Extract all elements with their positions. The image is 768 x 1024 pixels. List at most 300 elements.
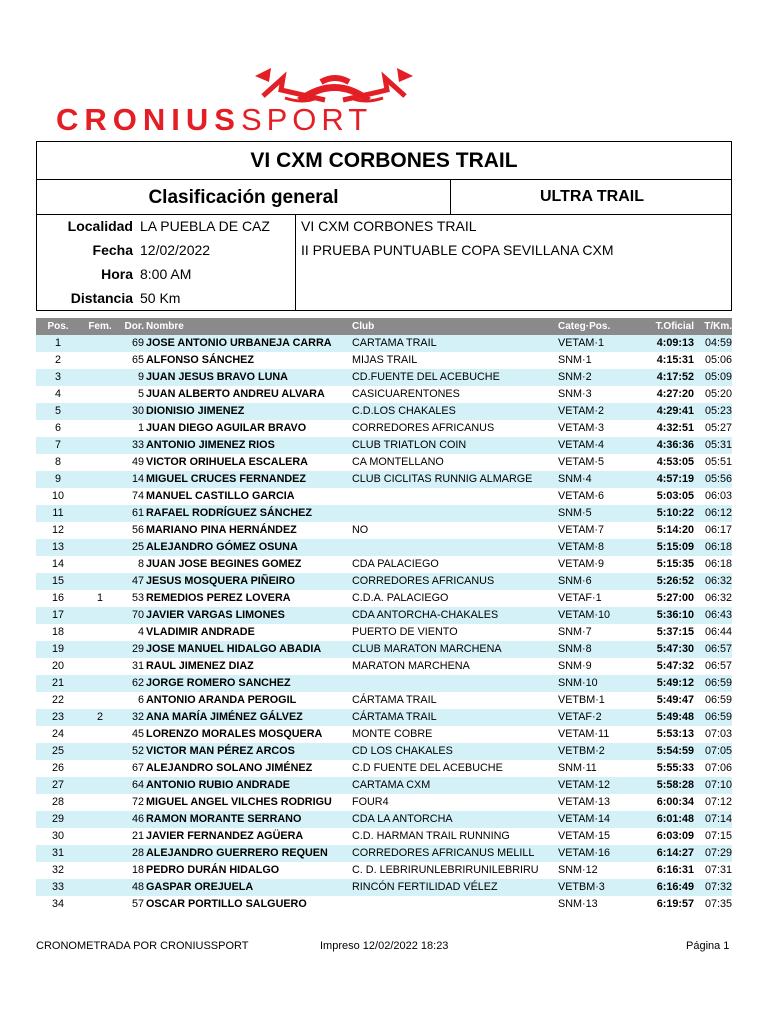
cell-tkm: 06:43 [704,609,732,621]
table-row [36,590,732,607]
cell-toficial: 5:58:28 [656,779,694,791]
table-row [36,743,732,760]
col-nombre: Nombre [146,321,184,332]
cell-tkm: 04:59 [704,337,732,349]
cell-tkm: 07:12 [704,796,732,808]
cell-dor: 31 [131,660,144,672]
cell-club: CORREDORES AFRICANUS MELILL [352,847,535,859]
cell-club: C.D.LOS CHAKALES [352,405,456,417]
cell-dor: 67 [131,762,144,774]
cell-categ: VETAM·9 [558,558,604,570]
info-value-fecha: 12/02/2022 [140,242,211,258]
cell-club: CD.FUENTE DEL ACEBUCHE [352,371,500,383]
table-row [36,828,732,845]
cell-tkm: 06:17 [704,524,732,536]
cell-nombre: LORENZO MORALES MOSQUERA [146,728,323,740]
cell-dor: 69 [131,337,144,349]
cell-dor: 32 [131,711,144,723]
cell-dor: 6 [137,694,144,706]
cell-toficial: 5:27:00 [656,592,694,604]
cell-tkm: 06:18 [704,558,732,570]
cell-categ: VETAM·10 [558,609,610,621]
table-row [36,573,732,590]
cell-categ: SNM·11 [558,762,597,774]
cell-categ: SNM·7 [558,626,592,638]
cell-toficial: 5:49:48 [656,711,694,723]
cell-pos: 29 [51,813,64,825]
cell-tkm: 07:14 [704,813,732,825]
cell-tkm: 05:20 [704,388,732,400]
cell-toficial: 4:32:51 [656,422,694,434]
cell-toficial: 5:47:30 [656,643,694,655]
cell-toficial: 4:15:31 [656,354,694,366]
cell-nombre: GASPAR OREJUELA [146,881,254,893]
event-info [37,214,296,310]
cell-dor: 57 [131,898,144,910]
cell-nombre: VLADIMIR ANDRADE [146,626,255,638]
cell-nombre: JUAN ALBERTO ANDREU ALVARA [146,388,325,400]
cell-club: CARTAMA TRAIL [352,337,437,349]
cell-categ: VETAF·2 [558,711,602,723]
table-row [36,403,732,420]
cell-categ: SNM·12 [558,864,598,876]
cell-dor: 30 [131,405,144,417]
cell-club: CLUB MARATON MARCHENA [352,643,502,655]
cell-nombre: ALEJANDRO GÓMEZ OSUNA [146,541,298,553]
cell-club: PUERTO DE VIENTO [352,626,458,638]
table-row [36,692,732,709]
cell-pos: 8 [54,456,61,468]
cell-toficial: 5:15:35 [656,558,694,570]
cell-tkm: 07:15 [704,830,732,842]
cell-nombre: MIGUEL CRUCES FERNANDEZ [146,473,306,485]
cell-nombre: JOSE MANUEL HIDALGO ABADIA [146,643,322,655]
cell-categ: VETAM·2 [558,405,604,417]
cell-toficial: 4:53:05 [656,456,694,468]
cell-pos: 10 [51,490,64,502]
cell-pos: 17 [51,609,64,621]
cell-nombre: ANTONIO ARANDA PEROGIL [146,694,297,706]
cell-pos: 7 [54,439,61,451]
table-row [36,845,732,862]
table-row [36,794,732,811]
cell-toficial: 5:37:15 [656,626,694,638]
cell-toficial: 4:09:13 [656,337,694,349]
cell-nombre: RAFAEL RODRÍGUEZ SÁNCHEZ [146,507,312,519]
table-row [36,896,732,913]
category-title: ULTRA TRAIL [540,188,644,205]
cell-categ: VETAM·12 [558,779,610,791]
cell-pos: 28 [51,796,64,808]
cell-nombre: JOSE ANTONIO URBANEJA CARRA [146,337,332,349]
cell-dor: 61 [131,507,144,519]
cell-club: RINCÓN FERTILIDAD VÉLEZ [352,881,498,893]
col-tkm: T/Km. [704,321,732,332]
cell-categ: VETAM·8 [558,541,604,553]
cell-tkm: 05:09 [704,371,732,383]
cell-toficial: 6:00:34 [656,796,694,808]
cell-toficial: 5:47:32 [656,660,694,672]
cell-categ: VETAM·4 [558,439,604,451]
cell-nombre: ALEJANDRO SOLANO JIMÉNEZ [146,762,313,774]
cell-categ: VETAM·14 [558,813,610,825]
cell-nombre: JUAN JESUS BRAVO LUNA [146,371,288,383]
cell-tkm: 06:59 [704,677,732,689]
cell-tkm: 06:32 [704,592,732,604]
cell-club: C.D FUENTE DEL ACEBUCHE [352,762,503,774]
event-line: VI CXM CORBONES TRAIL [301,218,477,234]
cell-pos: 2 [54,354,61,366]
table-header [36,318,732,335]
cell-club: CDA LA ANTORCHA [352,813,453,825]
cell-categ: SNM·3 [558,388,592,400]
cell-categ: VETAM·5 [558,456,604,468]
table-row [36,471,732,488]
table-row [36,658,732,675]
cell-categ: VETBM·3 [558,881,605,893]
cell-nombre: VICTOR ORIHUELA ESCALERA [146,456,308,468]
cell-club: C.D.A. PALACIEGO [352,592,449,604]
col-dor: Dor. [124,321,144,332]
cell-fem: 2 [96,711,103,723]
cell-club: CA MONTELLANO [352,456,444,468]
cell-pos: 23 [51,711,64,723]
cell-categ: VETBM·1 [558,694,605,706]
cell-categ: VETAF·1 [558,592,602,604]
cell-dor: 1 [137,422,144,434]
info-value-distancia: 50 Km [140,290,181,306]
table-row [36,862,732,879]
cell-categ: SNM·4 [558,473,592,485]
cell-tkm: 06:03 [704,490,732,502]
cell-nombre: JORGE ROMERO SANCHEZ [146,677,291,689]
cell-nombre: DIONISIO JIMENEZ [146,405,245,417]
cell-dor: 65 [131,354,144,366]
cell-toficial: 5:49:12 [656,677,694,689]
table-row [36,369,732,386]
cell-pos: 19 [51,643,64,655]
table-row [36,505,732,522]
cell-pos: 12 [51,524,64,536]
cell-nombre: REMEDIOS PEREZ LOVERA [146,592,291,604]
cell-pos: 27 [51,779,64,791]
cell-tkm: 06:57 [704,643,732,655]
cell-dor: 29 [131,643,144,655]
cell-categ: SNM·2 [558,371,592,383]
event-title: VI CXM CORBONES TRAIL [37,142,731,180]
cell-pos: 16 [51,592,64,604]
table-row [36,437,732,454]
cell-toficial: 5:49:47 [656,694,694,706]
cell-club: MARATON MARCHENA [352,660,470,672]
cell-toficial: 6:03:09 [656,830,694,842]
cell-categ: VETBM·2 [558,745,605,757]
cell-club: CLUB TRIATLON COIN [352,439,467,451]
cell-pos: 34 [51,898,64,910]
cell-nombre: PEDRO DURÁN HIDALGO [146,864,280,876]
cell-tkm: 07:32 [704,881,732,893]
cell-categ: SNM·6 [558,575,592,587]
cell-tkm: 06:18 [704,541,732,553]
table-row [36,777,732,794]
cell-toficial: 6:01:48 [656,813,694,825]
info-label-localidad: Localidad [67,218,133,234]
col-toficial: T.Oficial [655,321,694,332]
col-fem: Fem. [88,321,112,332]
table-row [36,454,732,471]
table-row [36,522,732,539]
cell-dor: 8 [137,558,144,570]
cell-nombre: ALFONSO SÁNCHEZ [146,354,254,366]
cell-tkm: 06:12 [704,507,732,519]
cell-categ: VETAM·7 [558,524,604,536]
cell-tkm: 07:31 [704,864,732,876]
cell-club: FOUR4 [352,796,389,808]
cell-pos: 32 [51,864,64,876]
cell-nombre: JUAN DIEGO AGUILAR BRAVO [146,422,307,434]
cell-dor: 14 [131,473,144,485]
cell-nombre: VICTOR MAN PÉREZ ARCOS [146,745,295,757]
cell-tkm: 05:06 [704,354,732,366]
cell-categ: SNM·10 [558,677,598,689]
footer-printed: Impreso 12/02/2022 18:23 [320,940,449,952]
cell-tkm: 05:27 [704,422,732,434]
cell-dor: 72 [131,796,144,808]
cell-nombre: ANTONIO JIMENEZ RIOS [146,439,275,451]
cell-dor: 74 [131,490,144,502]
col-pos: Pos. [47,321,69,332]
cell-nombre: JAVIER VARGAS LIMONES [146,609,285,621]
cell-dor: 49 [131,456,144,468]
cell-toficial: 6:14:27 [656,847,694,859]
cell-tkm: 05:56 [704,473,732,485]
cell-tkm: 06:57 [704,660,732,672]
cell-toficial: 5:15:09 [656,541,694,553]
cell-pos: 3 [54,371,61,383]
cell-dor: 4 [137,626,144,638]
cell-pos: 21 [51,677,64,689]
cell-club: CDA PALACIEGO [352,558,439,570]
table-row [36,607,732,624]
cell-dor: 45 [131,728,144,740]
cell-dor: 21 [131,830,144,842]
cell-pos: 4 [54,388,61,400]
cell-nombre: ANTONIO RUBIO ANDRADE [146,779,290,791]
event-line: II PRUEBA PUNTUABLE COPA SEVILLANA CXM [301,242,614,258]
cell-nombre: RAMON MORANTE SERRANO [146,813,302,825]
cell-fem: 1 [96,592,103,604]
info-value-hora: 8:00 AM [140,266,192,282]
table-row [36,539,732,556]
cell-dor: 33 [131,439,144,451]
results-header [36,141,732,311]
cell-categ: VETAM·11 [558,728,610,740]
cell-pos: 18 [51,626,64,638]
cell-dor: 48 [131,881,144,893]
table-row [36,352,732,369]
cell-dor: 64 [131,779,144,791]
cell-tkm: 07:29 [704,847,732,859]
cell-toficial: 4:17:52 [656,371,694,383]
footer-timing: CRONOMETRADA POR CRONIUSSPORT [36,940,249,952]
cell-nombre: RAUL JIMENEZ DIAZ [146,660,254,672]
cell-pos: 30 [51,830,64,842]
cell-toficial: 5:36:10 [656,609,694,621]
table-row [36,675,732,692]
table-row [36,488,732,505]
cell-club: CORREDORES AFRICANUS [352,575,495,587]
cell-pos: 1 [54,337,61,349]
cell-club: MIJAS TRAIL [352,354,418,366]
cell-dor: 56 [131,524,144,536]
cell-tkm: 05:51 [704,456,732,468]
cell-pos: 15 [51,575,64,587]
cell-tkm: 06:59 [704,711,732,723]
cell-pos: 26 [51,762,64,774]
cell-toficial: 6:19:57 [656,898,694,910]
info-label-hora: Hora [101,266,133,282]
cell-club: CARTAMA CXM [352,779,431,791]
cell-club: C. D. LEBRIRUNLEBRIRUNILEBRIRU [352,864,539,876]
croniussport-logo [35,68,733,142]
cell-tkm: 06:59 [704,694,732,706]
cell-dor: 53 [131,592,144,604]
cell-categ: VETAM·15 [558,830,610,842]
cell-pos: 14 [51,558,64,570]
cell-pos: 33 [51,881,64,893]
cell-pos: 20 [51,660,64,672]
cell-pos: 22 [51,694,64,706]
cell-tkm: 05:31 [704,439,732,451]
cell-dor: 47 [131,575,144,587]
classification-title: Clasificación general [37,179,451,214]
cell-categ: VETAM·16 [558,847,610,859]
cell-categ: SNM·9 [558,660,592,672]
cell-toficial: 4:27:20 [656,388,694,400]
cell-toficial: 4:29:41 [656,405,694,417]
table-row [36,335,732,352]
col-club: Club [352,321,375,332]
cell-nombre: JESUS MOSQUERA PIÑEIRO [146,575,295,587]
table-row [36,556,732,573]
info-label-fecha: Fecha [92,242,133,258]
cell-club: CÁRTAMA TRAIL [352,711,437,723]
cell-dor: 70 [131,609,144,621]
cell-pos: 13 [51,541,64,553]
table-row [36,420,732,437]
cell-pos: 5 [54,405,61,417]
cell-categ: SNM·8 [558,643,592,655]
cell-toficial: 5:53:13 [656,728,694,740]
cell-club: CORREDORES AFRICANUS [352,422,495,434]
cell-dor: 28 [131,847,144,859]
cell-dor: 18 [131,864,144,876]
cell-toficial: 5:03:05 [656,490,694,502]
cell-nombre: MIGUEL ANGEL VILCHES RODRIGU [146,796,332,808]
table-row [36,811,732,828]
cell-dor: 5 [137,388,144,400]
cell-toficial: 4:36:36 [656,439,694,451]
cell-club: CLUB CICLITAS RUNNIG ALMARGE [352,473,533,485]
cell-tkm: 07:06 [704,762,732,774]
cell-dor: 25 [131,541,144,553]
cell-dor: 46 [131,813,144,825]
cell-nombre: OSCAR PORTILLO SALGUERO [146,898,307,910]
cell-categ: SNM·5 [558,507,592,519]
table-row [36,760,732,777]
cell-toficial: 5:10:22 [656,507,694,519]
cell-tkm: 07:10 [704,779,732,791]
cell-toficial: 4:57:19 [656,473,694,485]
cell-nombre: MARIANO PINA HERNÁNDEZ [146,524,297,536]
cell-categ: SNM·13 [558,898,598,910]
cell-dor: 52 [131,745,144,757]
cell-pos: 31 [51,847,64,859]
footer-page: Página 1 [686,940,730,952]
cell-club: NO [352,524,369,536]
table-row [36,879,732,896]
cell-tkm: 06:32 [704,575,732,587]
info-value-localidad: LA PUEBLA DE CAZ [140,218,270,234]
cell-categ: SNM·1 [558,354,592,366]
cell-club: C.D. HARMAN TRAIL RUNNING [352,830,510,842]
cell-tkm: 07:05 [704,745,732,757]
cell-pos: 24 [51,728,64,740]
table-row [36,641,732,658]
cell-pos: 6 [54,422,61,434]
logo-wordmark-bold: CRONIUS [56,102,241,137]
col-categ: Categ·Pos. [558,321,611,332]
cell-toficial: 5:26:52 [656,575,694,587]
table-row [36,386,732,403]
cell-tkm: 07:03 [704,728,732,740]
table-row [36,709,732,726]
cell-nombre: ALEJANDRO GUERRERO REQUEN [146,847,328,859]
cell-categ: VETAM·1 [558,337,604,349]
table-row [36,624,732,641]
cell-club: CASICUARENTONES [352,388,460,400]
cell-club: MONTE COBRE [352,728,433,740]
cell-nombre: MANUEL CASTILLO GARCIA [146,490,295,502]
cell-toficial: 5:54:59 [656,745,694,757]
cell-categ: VETAM·13 [558,796,610,808]
logo-wordmark-thin: SPORT [240,102,373,137]
cell-categ: VETAM·3 [558,422,604,434]
cell-dor: 62 [131,677,144,689]
cell-club: CÁRTAMA TRAIL [352,694,437,706]
cell-toficial: 5:55:33 [656,762,694,774]
event-description [301,214,614,262]
cell-tkm: 06:44 [704,626,732,638]
cell-nombre: ANA MARÍA JIMÉNEZ GÁLVEZ [146,711,303,723]
cell-pos: 11 [52,507,64,519]
cell-tkm: 05:23 [704,405,732,417]
info-label-distancia: Distancia [70,290,133,306]
results-table [36,335,732,913]
cell-toficial: 6:16:49 [656,881,694,893]
cell-pos: 25 [51,745,64,757]
cell-nombre: JAVIER FERNANDEZ AGÜERA [146,830,304,842]
cell-dor: 9 [137,371,144,383]
cell-toficial: 6:16:31 [656,864,694,876]
cell-club: CDA ANTORCHA-CHAKALES [352,609,499,621]
cell-pos: 9 [54,473,61,485]
cell-categ: VETAM·6 [558,490,604,502]
cell-club: CD LOS CHAKALES [352,745,453,757]
cell-tkm: 07:35 [704,898,732,910]
table-row [36,726,732,743]
cell-toficial: 5:14:20 [656,524,694,536]
